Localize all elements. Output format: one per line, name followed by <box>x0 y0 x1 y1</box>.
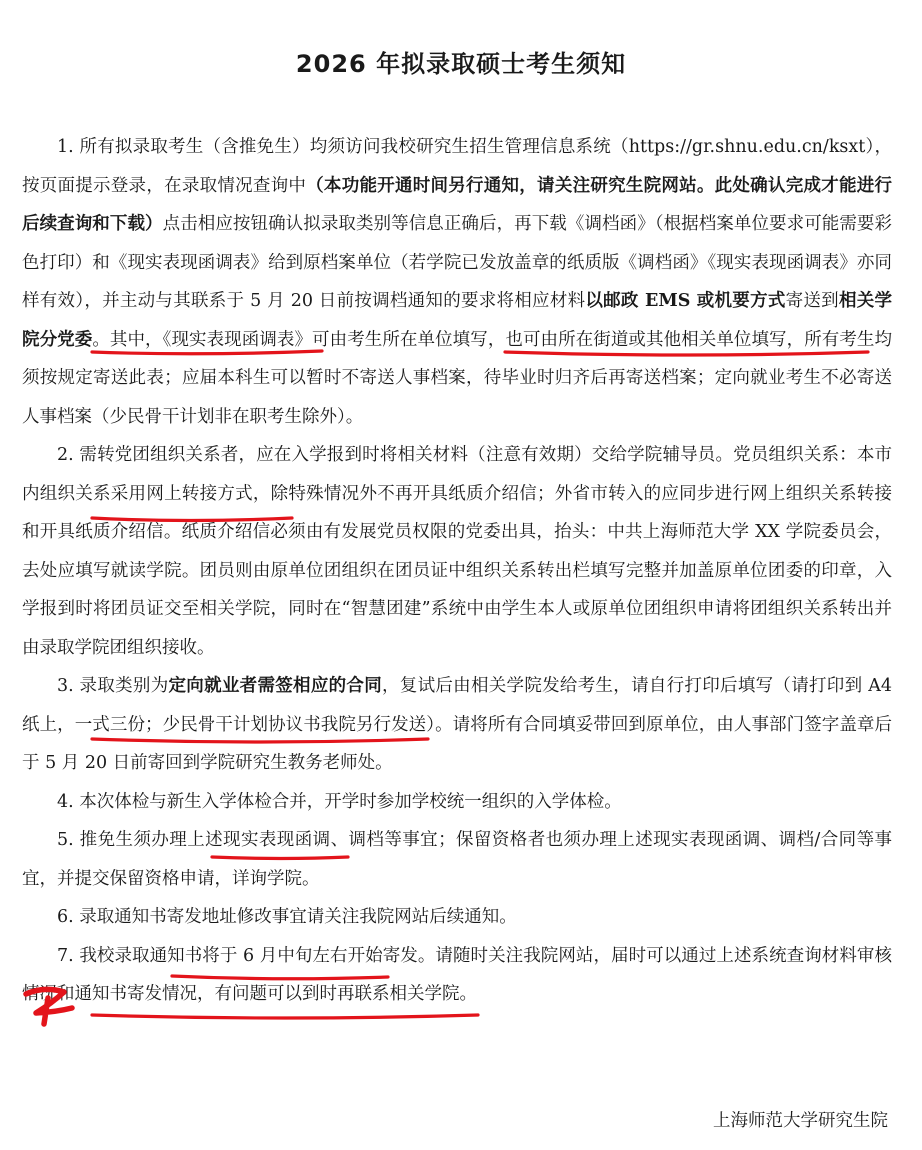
signature: 上海师范大学研究生院 <box>713 1111 888 1131</box>
body-text: 2. 需转党团组织关系者，应在入学报到时将相关材料（注意有效期）交给学院辅导员。党员组织关系：本市内组织关系采用网上转接方式，除特殊情况外不再开具纸质介绍信；外省市转入的应同步进行网上组织关系转接和开具纸质介绍信。纸质介绍信必须由有发展党员权限的党委出具，抬头：中共上海师范大学 XX 学院委员会，去处应填写就读学院。团员则由原单位团组织在团员证中组织关系转出栏填写完整并加盖原单位团委的印章，入学报到时将团员证交至相关学院，同时在“智慧团建”系统中由学生本人或原单位团组织申请将团组织关系转出并由录取学院团组织接收。 <box>22 445 892 658</box>
emphasis-text: 以邮政 EMS 或机要方式 <box>585 291 786 311</box>
notice-item-3 <box>22 667 892 783</box>
body-text: 寄送到 <box>785 291 839 311</box>
body-text: 1. 所有拟录取考生（含推免生）均须访问我校研究生招生管理信息系统（https://gr.shnu.edu.cn/ksxt），按页面提示登录，在录取情况查询中 <box>22 137 892 196</box>
notice-item-7 <box>22 937 892 1014</box>
body-text: 。其中，《现实表现函调表》可由考生所在单位填写，也可由所在街道或其他相关单位填写，所有考生均须按规定寄送此表；应届本科生可以暂时不寄送人事档案，待毕业时归齐后再寄送档案；定向就业考生不必寄送人事档案（少民骨干计划非在职考生除外）。 <box>22 329 893 427</box>
body-text: 7. 我校录取通知书将于 6 月中旬左右开始寄发。请随时关注我院网站，届时可以通过上述系统查询材料审核情况和通知书寄发情况，有问题可以到时再联系相关学院。 <box>22 945 892 1004</box>
body-text: 点击相应按钮确认拟录取类别等信息正确后，再下载《调档函》（根据档案单位要求可能需要彩色打印）和《现实表现函调表》给到原档案单位（若学院已发放盖章的纸质版《调档函》《现实表现函调表》亦同样有效），并主动与其联系于 5 月 20 日前按调档通知的要求将相应材料 <box>22 214 893 311</box>
body-text: 3. 录取类别为 <box>57 676 169 696</box>
page-title: 2026 年拟录取硕士考生须知 <box>295 50 627 78</box>
body-text: 6. 录取通知书寄发地址修改事宜请关注我院网站后续通知。 <box>57 907 517 927</box>
notice-body <box>22 128 892 1014</box>
emphasis-text: 定向就业者需签相应的合同 <box>168 676 383 696</box>
notice-item-4 <box>22 783 892 822</box>
underline-item7-mailing <box>92 1015 478 1018</box>
notice-item-1 <box>22 128 892 436</box>
body-text: 4. 本次体检与新生入学体检合并，开学时参加学校统一组织的入学体检。 <box>57 791 622 812</box>
body-text: 5. 推免生须办理上述现实表现函调、调档等事宜；保留资格者也须办理上述现实表现函调、调档/合同等事宜，并提交保留资格申请，详询学院。 <box>22 830 892 889</box>
body-text: ，复试后由相关学院发给考生，请自行打印后填写（请打印到 A4 纸上，一式三份；少民骨干计划协议书我院另行发送）。请将所有合同填妥带回到原单位，由人事部门签字盖章后于 5 月 20 日前寄回到学院研究生教务老师处。 <box>22 676 892 773</box>
notice-item-6 <box>22 898 892 937</box>
emphasis-text: （本功能开通时间另行通知，请关注研究生院网站。此处确认完成才能进行后续查询和下载） <box>22 175 893 234</box>
emphasis-text: 相关学院分党委 <box>22 291 893 350</box>
notice-item-5 <box>22 821 892 898</box>
notice-item-2 <box>22 436 892 667</box>
